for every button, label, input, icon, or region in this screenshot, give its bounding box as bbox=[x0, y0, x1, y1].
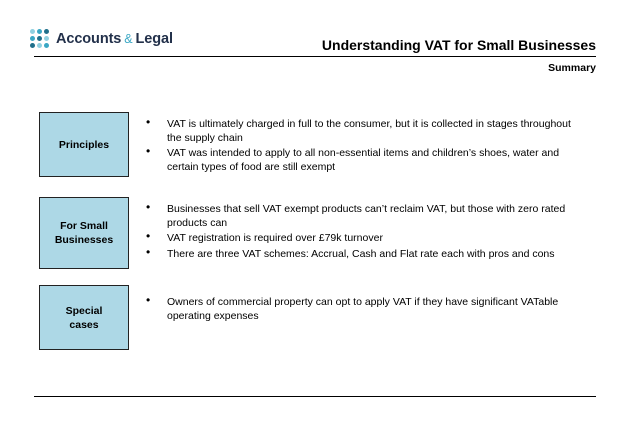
small-businesses-bullet-list bbox=[146, 203, 576, 263]
list-item: • Businesses that sell VAT exempt products can’t reclaim VAT, but those with zero rated products can bbox=[146, 203, 576, 230]
small-businesses-label bbox=[55, 219, 113, 247]
small-businesses-label-box bbox=[39, 197, 129, 269]
special-cases-label-line: cases bbox=[69, 318, 99, 331]
logo-word-accounts: Accounts bbox=[56, 31, 122, 47]
special-cases-label-line: Special bbox=[65, 304, 103, 317]
special-cases-bullet-list bbox=[146, 296, 576, 325]
page-subtitle: Summary bbox=[548, 62, 596, 74]
list-item: • There are three VAT schemes: Accrual, Cash and Flat rate each with pros and cons bbox=[146, 248, 576, 262]
principles-label bbox=[59, 138, 109, 152]
list-item: • VAT was intended to apply to all non-essential items and children’s shoes, water and certain types of food are still exempt bbox=[146, 147, 576, 174]
footer-divider bbox=[34, 396, 596, 397]
page-title: Understanding VAT for Small Businesses bbox=[321, 37, 596, 53]
logo-word-legal: Legal bbox=[135, 31, 173, 47]
logo-text bbox=[56, 31, 173, 47]
company-logo bbox=[30, 26, 173, 52]
list-item: • Owners of commercial property can opt to apply VAT if they have significant VATable operating expenses bbox=[146, 296, 576, 323]
logo-dots-icon bbox=[30, 29, 50, 49]
logo-ampersand: & bbox=[124, 32, 133, 46]
header-divider bbox=[34, 56, 596, 57]
principles-bullet-list bbox=[146, 118, 576, 176]
principles-label-line: Principles bbox=[58, 138, 110, 151]
special-cases-label-box bbox=[39, 285, 129, 350]
principles-label-box bbox=[39, 112, 129, 177]
list-item: • VAT is ultimately charged in full to the consumer, but it is collected in stages throughout the supply chain bbox=[146, 118, 576, 145]
special-cases-label bbox=[66, 304, 103, 332]
small-businesses-label-line: For Small bbox=[60, 220, 108, 232]
list-item: • VAT registration is required over £79k turnover bbox=[146, 232, 576, 246]
small-businesses-label-line: Businesses bbox=[54, 234, 114, 246]
